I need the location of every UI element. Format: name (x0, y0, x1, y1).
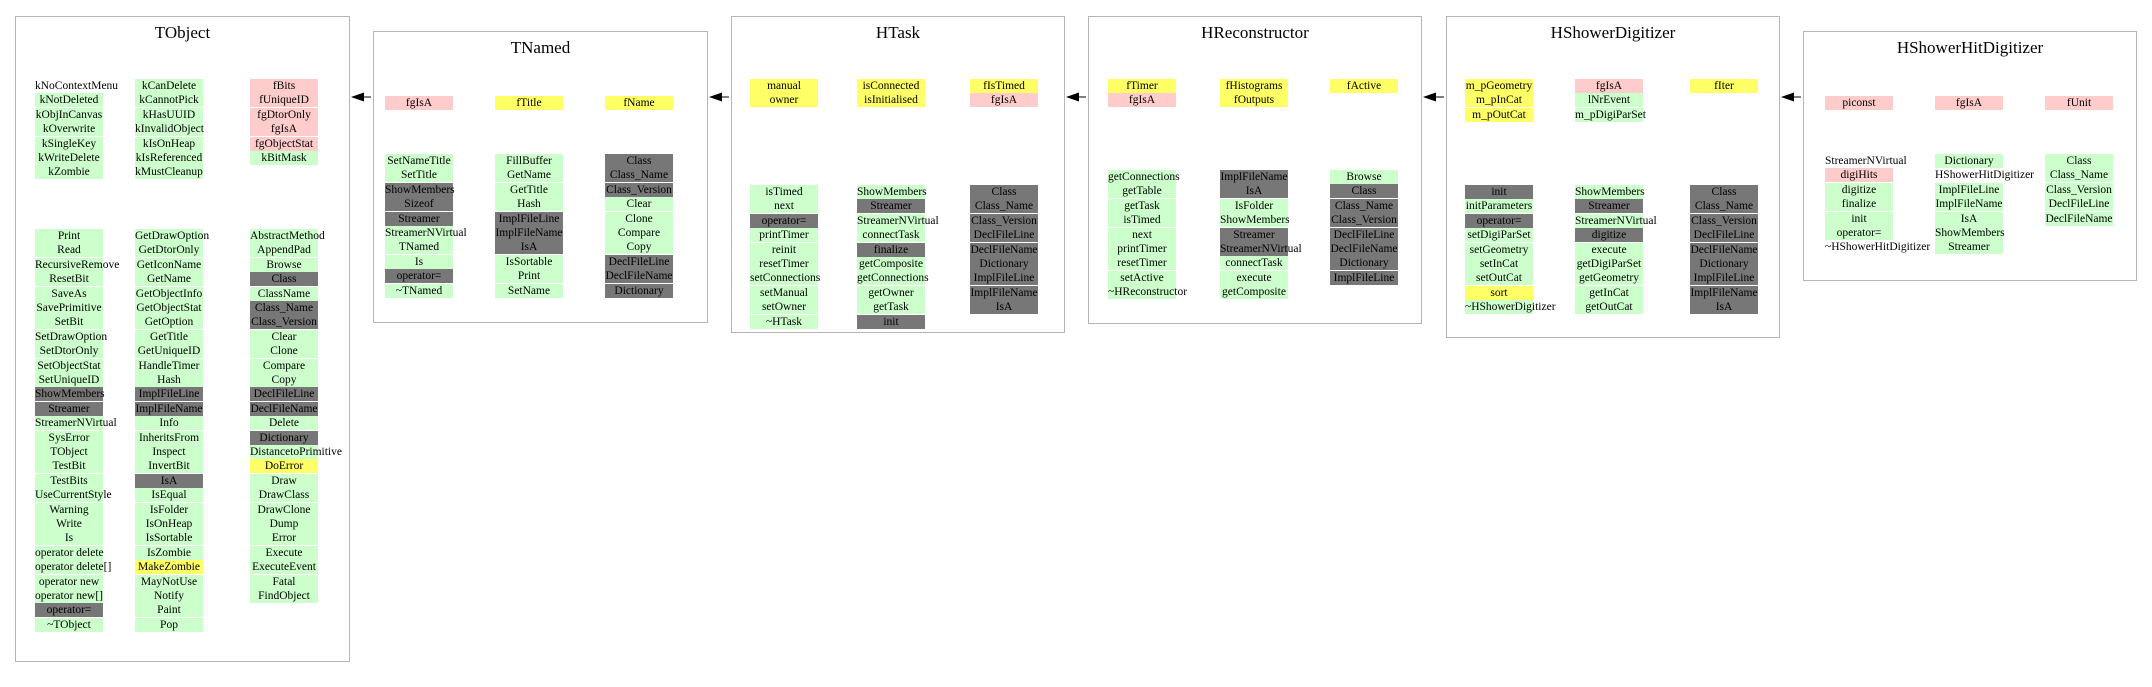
method: ~HShowerDigitizer (1465, 301, 1556, 314)
method: ImplFileLine (135, 387, 203, 401)
data-member: kInvalidObject (135, 123, 204, 136)
method: GetObjectStat (136, 302, 202, 314)
data-member: kSingleKey (35, 137, 103, 151)
method: printTimer (1108, 242, 1176, 256)
data-member: fgIsA (1935, 96, 2003, 110)
method: SetTitle (385, 168, 453, 182)
method: SetUniqueID (35, 373, 103, 387)
method: ImplFileLine (495, 212, 563, 226)
method: ~HReconstructor (1108, 286, 1188, 299)
method: SavePrimitive (36, 302, 102, 314)
method: getOutCat (1575, 300, 1643, 314)
arrow-head-icon (1423, 93, 1436, 102)
method: GetName (135, 272, 203, 286)
method: Class_Name (2045, 168, 2113, 182)
data-member: isConnected (857, 79, 925, 93)
method: next (1108, 228, 1176, 242)
method: DeclFileName (2045, 212, 2113, 225)
method: DeclFileName (1690, 243, 1758, 256)
method: StreamerNVirtual (857, 214, 939, 227)
method: Class_Name (1690, 199, 1758, 213)
method: ClassName (250, 287, 318, 301)
method: Draw (250, 474, 318, 488)
method: setDigiParSet (1465, 228, 1533, 242)
data-member: kWriteDelete (35, 151, 103, 165)
method: IsSortable (495, 255, 563, 269)
method: execute (1575, 243, 1643, 257)
method: Streamer (857, 199, 925, 213)
data-member: fOutputs (1220, 93, 1288, 107)
method: Class (1330, 184, 1398, 198)
method: ImplFileLine (1690, 271, 1758, 285)
data-member: fBits (250, 79, 318, 93)
method: UseCurrentStyle (35, 489, 112, 502)
method: IsA (970, 300, 1038, 314)
method: getTask (1108, 199, 1176, 213)
method: GetObjectInfo (135, 287, 203, 300)
method: connectTask (1220, 256, 1288, 270)
method: IsA (1690, 300, 1758, 314)
method: Class (605, 154, 673, 168)
arrow-head-icon (351, 93, 364, 102)
method: TNamed (385, 240, 453, 254)
method: getConnections (1108, 171, 1180, 183)
method: setGeometry (1465, 243, 1533, 257)
data-member: fgIsA (1575, 79, 1643, 93)
data-member: kBitMask (250, 151, 318, 165)
method: ShowMembers (1935, 227, 2005, 239)
method: Clear (605, 197, 673, 211)
method: TestBits (35, 474, 103, 488)
method: ShowMembers (1575, 186, 1645, 198)
method: DrawClone (250, 503, 318, 517)
method: Delete (250, 416, 318, 430)
class-title: TNamed (510, 38, 571, 57)
method: setOwner (750, 300, 818, 314)
method: Warning (35, 503, 103, 517)
method: Paint (135, 603, 203, 617)
method: Class_Version (2046, 183, 2112, 196)
data-member: fgIsA (385, 96, 453, 110)
method: resetTimer (750, 257, 818, 271)
method: Dictionary (250, 431, 318, 445)
method: GetName (495, 168, 563, 182)
method: Dictionary (1935, 154, 2003, 168)
method: ImplFileName (1220, 171, 1288, 183)
method: Class (250, 272, 318, 286)
method: TestBit (35, 459, 103, 473)
method: ShowMembers (385, 183, 455, 196)
data-member: fgDtorOnly (250, 108, 318, 122)
method: Class_Version (1331, 214, 1397, 227)
method: Streamer (1575, 199, 1643, 213)
method: InheritsFrom (135, 431, 203, 445)
method: DrawClass (250, 488, 318, 502)
method: StreamerNVirtual (1220, 243, 1302, 255)
class-title: HReconstructor (1201, 23, 1309, 42)
method: DeclFileLine (970, 228, 1038, 242)
method: initParameters (1465, 200, 1533, 213)
method: TObject (35, 445, 103, 459)
method: Streamer (35, 402, 103, 416)
method: ~HShowerHitDigitizer (1825, 241, 1931, 254)
method: Fatal (250, 575, 318, 589)
method: ShowMembers (1220, 214, 1290, 227)
method: IsA (135, 474, 203, 488)
method: ImplFileName (495, 227, 563, 239)
method: DeclFileName (1330, 243, 1398, 255)
method: sort (1465, 286, 1533, 300)
data-member: m_pDigiParSet (1575, 108, 1646, 121)
data-member: kIsOnHeap (135, 137, 203, 151)
class-title: TObject (154, 23, 211, 42)
arrow-head-icon (1066, 93, 1079, 102)
method: Clone (605, 212, 673, 226)
method: GetDtorOnly (135, 243, 203, 257)
method: IsSortable (135, 531, 203, 545)
data-member: kNoContextMenu (35, 80, 119, 92)
data-member: kHasUUID (135, 108, 203, 122)
method: Class_Name (970, 199, 1038, 213)
method: resetTimer (1108, 256, 1176, 270)
data-member: fgIsA (970, 93, 1038, 107)
method: execute (1220, 271, 1288, 285)
method: DeclFileName (250, 402, 318, 415)
method: init (1465, 185, 1533, 199)
method: Notify (135, 589, 203, 603)
method: operator= (1465, 214, 1533, 228)
method: operator= (750, 214, 818, 228)
method: isTimed (1108, 213, 1176, 227)
method: DoError (250, 459, 318, 473)
method: DeclFileLine (250, 387, 318, 401)
method: setInCat (1465, 257, 1533, 271)
method: printTimer (750, 228, 818, 242)
method: DeclFileName (605, 270, 673, 283)
data-member: fUnit (2045, 96, 2113, 110)
method: operator new[] (35, 590, 104, 602)
method: SetObjectStat (35, 359, 103, 373)
data-member: fTimer (1108, 79, 1176, 93)
data-member: kMustCleanup (135, 166, 203, 179)
method: Read (35, 243, 103, 257)
method: SetBit (35, 315, 103, 329)
data-member: fHistograms (1220, 79, 1288, 93)
data-member: kCanDelete (135, 79, 203, 93)
arrow-head-icon (1781, 93, 1794, 102)
data-member: lNrEvent (1575, 93, 1643, 107)
method: SetName (495, 284, 563, 298)
class-title: HShowerDigitizer (1550, 23, 1676, 42)
method: init (857, 315, 925, 329)
method: SaveAs (35, 287, 103, 301)
method: GetDrawOption (135, 230, 210, 242)
method: isTimed (750, 185, 818, 199)
method: ImplFileLine (1935, 183, 2003, 197)
method: DeclFileLine (1690, 228, 1758, 242)
method: Class_Version (606, 183, 672, 196)
method: SysError (35, 431, 103, 445)
method: Class_Name (1330, 199, 1398, 213)
method: ImplFileName (1690, 286, 1758, 299)
method: operator delete (35, 546, 104, 559)
method: Dump (250, 517, 318, 531)
data-member: fgIsA (1108, 93, 1176, 107)
method: DeclFileName (970, 243, 1038, 256)
method: IsA (495, 240, 563, 254)
data-member: manual (750, 79, 818, 93)
method: Streamer (1220, 228, 1288, 242)
class-title: HTask (875, 23, 921, 42)
data-member: m_pInCat (1465, 93, 1533, 107)
method: Inspect (135, 445, 203, 459)
method: Copy (605, 240, 673, 254)
method: digitize (1575, 228, 1643, 242)
method: StreamerNVirtual (1575, 214, 1657, 227)
data-member: fIsTimed (970, 79, 1038, 93)
method: SetDrawOption (35, 330, 108, 343)
method: Write (35, 517, 103, 531)
method: DeclFileLine (2045, 197, 2113, 211)
method: Browse (1330, 170, 1398, 184)
method: Sizeof (385, 197, 453, 211)
method: digiHits (1825, 168, 1893, 182)
method: Info (135, 416, 203, 430)
method: getOwner (857, 286, 925, 300)
method: Class_Version (1691, 214, 1757, 227)
data-member: kZombie (35, 165, 103, 179)
data-member: fUniqueID (250, 93, 318, 107)
data-member: m_pOutCat (1465, 108, 1533, 122)
method: GetTitle (495, 183, 563, 197)
method: IsZombie (135, 546, 203, 560)
method: GetUniqueID (135, 344, 203, 358)
method: Copy (250, 373, 318, 387)
data-member: owner (750, 93, 818, 107)
data-member: fgObjectStat (250, 137, 318, 151)
method: Print (495, 269, 563, 283)
method: ShowMembers (857, 186, 927, 198)
method: Streamer (1935, 240, 2003, 254)
method: ImplFileLine (970, 271, 1038, 285)
method: StreamerNVirtual (385, 227, 467, 239)
method: Pop (135, 618, 203, 632)
method: AbstractMethod (250, 230, 325, 242)
data-member: kIsReferenced (135, 152, 203, 164)
method: Class (1690, 185, 1758, 199)
method: Class (970, 185, 1038, 199)
method: ImplFileName (970, 286, 1038, 299)
method: IsA (1220, 184, 1288, 198)
method: Class_Version (251, 316, 317, 329)
method: DistancetoPrimitive (250, 446, 342, 458)
method: ShowMembers (35, 388, 105, 401)
method: getDigiParSet (1576, 258, 1642, 270)
method: next (750, 199, 818, 213)
method: ImplFileName (135, 402, 203, 415)
method: StreamerNVirtual (35, 417, 117, 430)
data-member: fActive (1330, 79, 1398, 93)
method: getTask (857, 300, 925, 314)
data-member: fName (605, 96, 673, 110)
method: GetOption (135, 315, 203, 329)
method: SetDtorOnly (35, 344, 103, 358)
method: Print (35, 229, 103, 243)
method: getGeometry (1575, 271, 1643, 285)
method: operator= (35, 603, 103, 617)
data-member: fTitle (495, 96, 563, 110)
method: getInCat (1575, 286, 1643, 300)
method: Execute (250, 546, 318, 560)
method: GetIconName (136, 258, 202, 271)
method: getConnections (857, 272, 929, 285)
method: ImplFileName (1935, 198, 2003, 211)
method: Hash (135, 373, 203, 387)
method: Class_Name (250, 301, 318, 315)
method: SetNameTitle (385, 154, 453, 168)
method: AppendPad (250, 243, 318, 257)
method: IsA (1935, 212, 2003, 226)
method: operator= (385, 269, 453, 283)
method: setConnections (750, 272, 821, 285)
method: Streamer (385, 212, 453, 226)
method: reinit (750, 243, 818, 257)
method: HShowerHitDigitizer (1935, 169, 2035, 182)
data-member: fgIsA (250, 122, 318, 136)
method: digitize (1825, 183, 1893, 197)
method: Clear (250, 330, 318, 344)
method: FillBuffer (495, 154, 563, 168)
method: finalize (1825, 197, 1893, 211)
method: ExecuteEvent (250, 560, 318, 574)
method: Compare (605, 226, 673, 240)
data-member: fIter (1690, 79, 1758, 93)
method: Class_Name (605, 168, 673, 182)
method: setManual (750, 286, 818, 300)
method: operator delete[] (35, 561, 112, 574)
data-member: m_pGeometry (1465, 80, 1533, 92)
method: GetTitle (135, 330, 203, 344)
method: getTable (1108, 184, 1176, 198)
arrow-head-icon (709, 93, 722, 102)
method: IsEqual (135, 488, 203, 502)
method: IsOnHeap (135, 517, 203, 531)
method: DeclFileLine (1330, 228, 1398, 242)
method: Is (385, 255, 453, 269)
method: Dictionary (605, 284, 673, 298)
method: IsFolder (135, 503, 203, 517)
method: ~TNamed (385, 284, 453, 298)
method: Dictionary (970, 257, 1038, 271)
method: connectTask (857, 228, 925, 242)
method: getComposite (857, 257, 925, 271)
method: Class (2045, 154, 2113, 168)
method: setActive (1108, 271, 1176, 285)
method: RecursiveRemove (35, 258, 120, 271)
method: FindObject (250, 589, 318, 603)
method: StreamerNVirtual (1825, 155, 1907, 167)
method: ResetBit (35, 272, 103, 286)
method: Is (35, 531, 103, 545)
method: finalize (857, 243, 925, 257)
method: ImplFileLine (1330, 271, 1398, 285)
method: MakeZombie (135, 560, 203, 574)
method: ~TObject (35, 618, 103, 632)
method: operator= (1825, 226, 1893, 240)
method: HandleTimer (135, 359, 203, 373)
data-member: kObjInCanvas (35, 108, 103, 121)
method: InvertBit (135, 459, 203, 473)
method: Error (250, 531, 318, 545)
method: setOutCat (1465, 271, 1533, 285)
method: Clone (250, 344, 318, 358)
method: getComposite (1220, 285, 1288, 299)
method: init (1825, 212, 1893, 226)
method: Dictionary (1330, 256, 1398, 270)
method: operator new (35, 575, 103, 589)
method: DeclFileLine (605, 255, 673, 269)
method: Compare (250, 359, 318, 373)
data-member: kOverwrite (35, 122, 103, 136)
data-member: isInitialised (857, 93, 925, 107)
method: Browse (250, 258, 318, 272)
method: Class_Version (971, 214, 1037, 227)
method: IsFolder (1220, 199, 1288, 213)
method: MayNotUse (135, 575, 203, 589)
data-member: kCannotPick (135, 93, 203, 107)
method: Dictionary (1690, 257, 1758, 271)
data-member: kNotDeleted (35, 93, 103, 107)
class-title: HShowerHitDigitizer (1896, 38, 2044, 57)
data-member: piconst (1825, 96, 1893, 110)
method: ~HTask (750, 315, 818, 329)
method: Hash (495, 197, 563, 211)
